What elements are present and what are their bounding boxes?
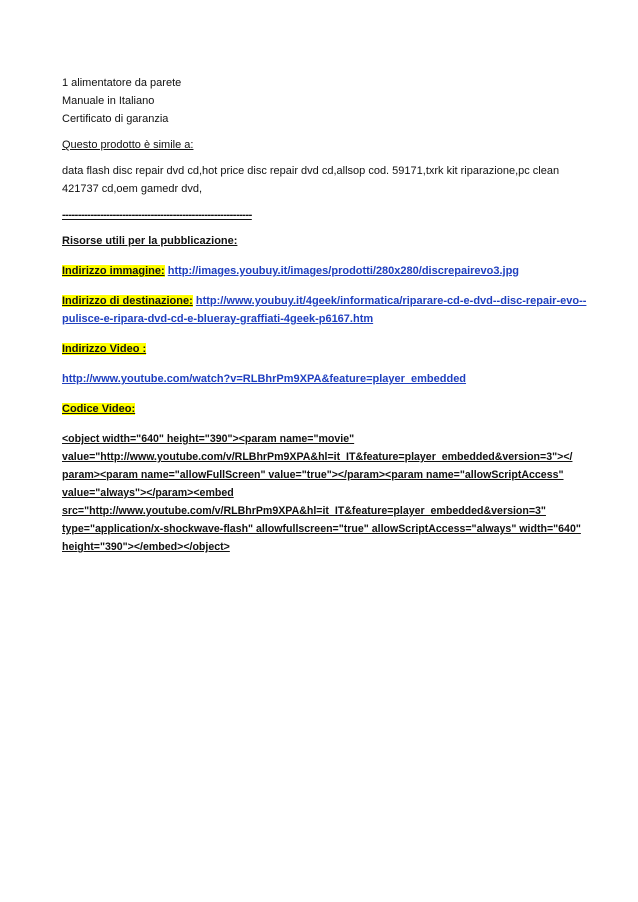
embed-code-line: param><param name="allowFullScreen" value="true"></param><param name="allowScriptAccess" bbox=[62, 469, 564, 481]
video-address-label-block bbox=[62, 340, 582, 358]
destination-address-block bbox=[62, 292, 587, 328]
embed-code-line: value="always"></param><embed bbox=[62, 487, 234, 499]
document-page bbox=[62, 74, 587, 564]
similar-text-line: data flash disc repair dvd cd,hot price disc repair dvd cd,allsop cod. 59171,txrk kit riparazione,pc clean bbox=[62, 165, 560, 177]
destination-address-label: Indirizzo di destinazione: bbox=[62, 295, 193, 307]
destination-address-link[interactable]: http://www.youbuy.it/4geek/informatica/riparare-cd-e-dvd--disc-repair-evo-- bbox=[195, 295, 587, 307]
dashed-divider: ------------------------------------------------------------ bbox=[62, 209, 252, 221]
included-item: Certificato di garanzia bbox=[62, 113, 169, 125]
embed-code-line: src="http://www.youtube.com/v/RLBhrPm9XPA&hl=it_IT&feature=player_embedded&version=3" bbox=[62, 505, 546, 517]
similar-products-text bbox=[62, 162, 582, 198]
embed-code-line: type="application/x-shockwave-flash" allowfullscreen="true" allowScriptAccess="always" width="640" bbox=[62, 523, 581, 535]
embed-code-line: height="390"></embed></object> bbox=[62, 541, 230, 553]
image-address-label: Indirizzo immagine: bbox=[62, 265, 165, 277]
included-item: 1 alimentatore da parete bbox=[62, 77, 182, 89]
image-address-link[interactable]: http://images.youbuy.it/images/prodotti/280x280/discrepairevo3.jpg bbox=[167, 265, 520, 277]
resources-heading: Risorse utili per la pubblicazione: bbox=[62, 235, 238, 247]
embed-code-line: <object width="640" height="390"><param name="movie" bbox=[62, 433, 355, 445]
image-address-block bbox=[62, 262, 582, 280]
video-embed-code bbox=[62, 430, 582, 556]
video-code-label-block bbox=[62, 400, 582, 418]
video-address-label: Indirizzo Video : bbox=[62, 343, 147, 355]
similar-heading-block bbox=[62, 136, 582, 154]
video-code-label: Codice Video: bbox=[62, 403, 136, 415]
divider-block bbox=[62, 206, 582, 224]
similar-heading: Questo prodotto è simile a: bbox=[62, 139, 194, 151]
video-address-link[interactable]: http://www.youtube.com/watch?v=RLBhrPm9XPA&feature=player_embedded bbox=[62, 373, 467, 385]
similar-text-line: 421737 cd,oem gamedr dvd, bbox=[62, 183, 203, 195]
included-items-list bbox=[62, 74, 582, 128]
included-item: Manuale in Italiano bbox=[62, 95, 155, 107]
destination-address-link-cont[interactable]: pulisce-e-ripara-dvd-cd-e-blueray-graffiati-4geek-p6167.htm bbox=[62, 313, 374, 325]
resources-heading-block bbox=[62, 232, 582, 250]
video-address-link-block bbox=[62, 370, 582, 388]
embed-code-line: value="http://www.youtube.com/v/RLBhrPm9XPA&hl=it_IT&feature=player_embedded&version=3"></ bbox=[62, 451, 573, 463]
